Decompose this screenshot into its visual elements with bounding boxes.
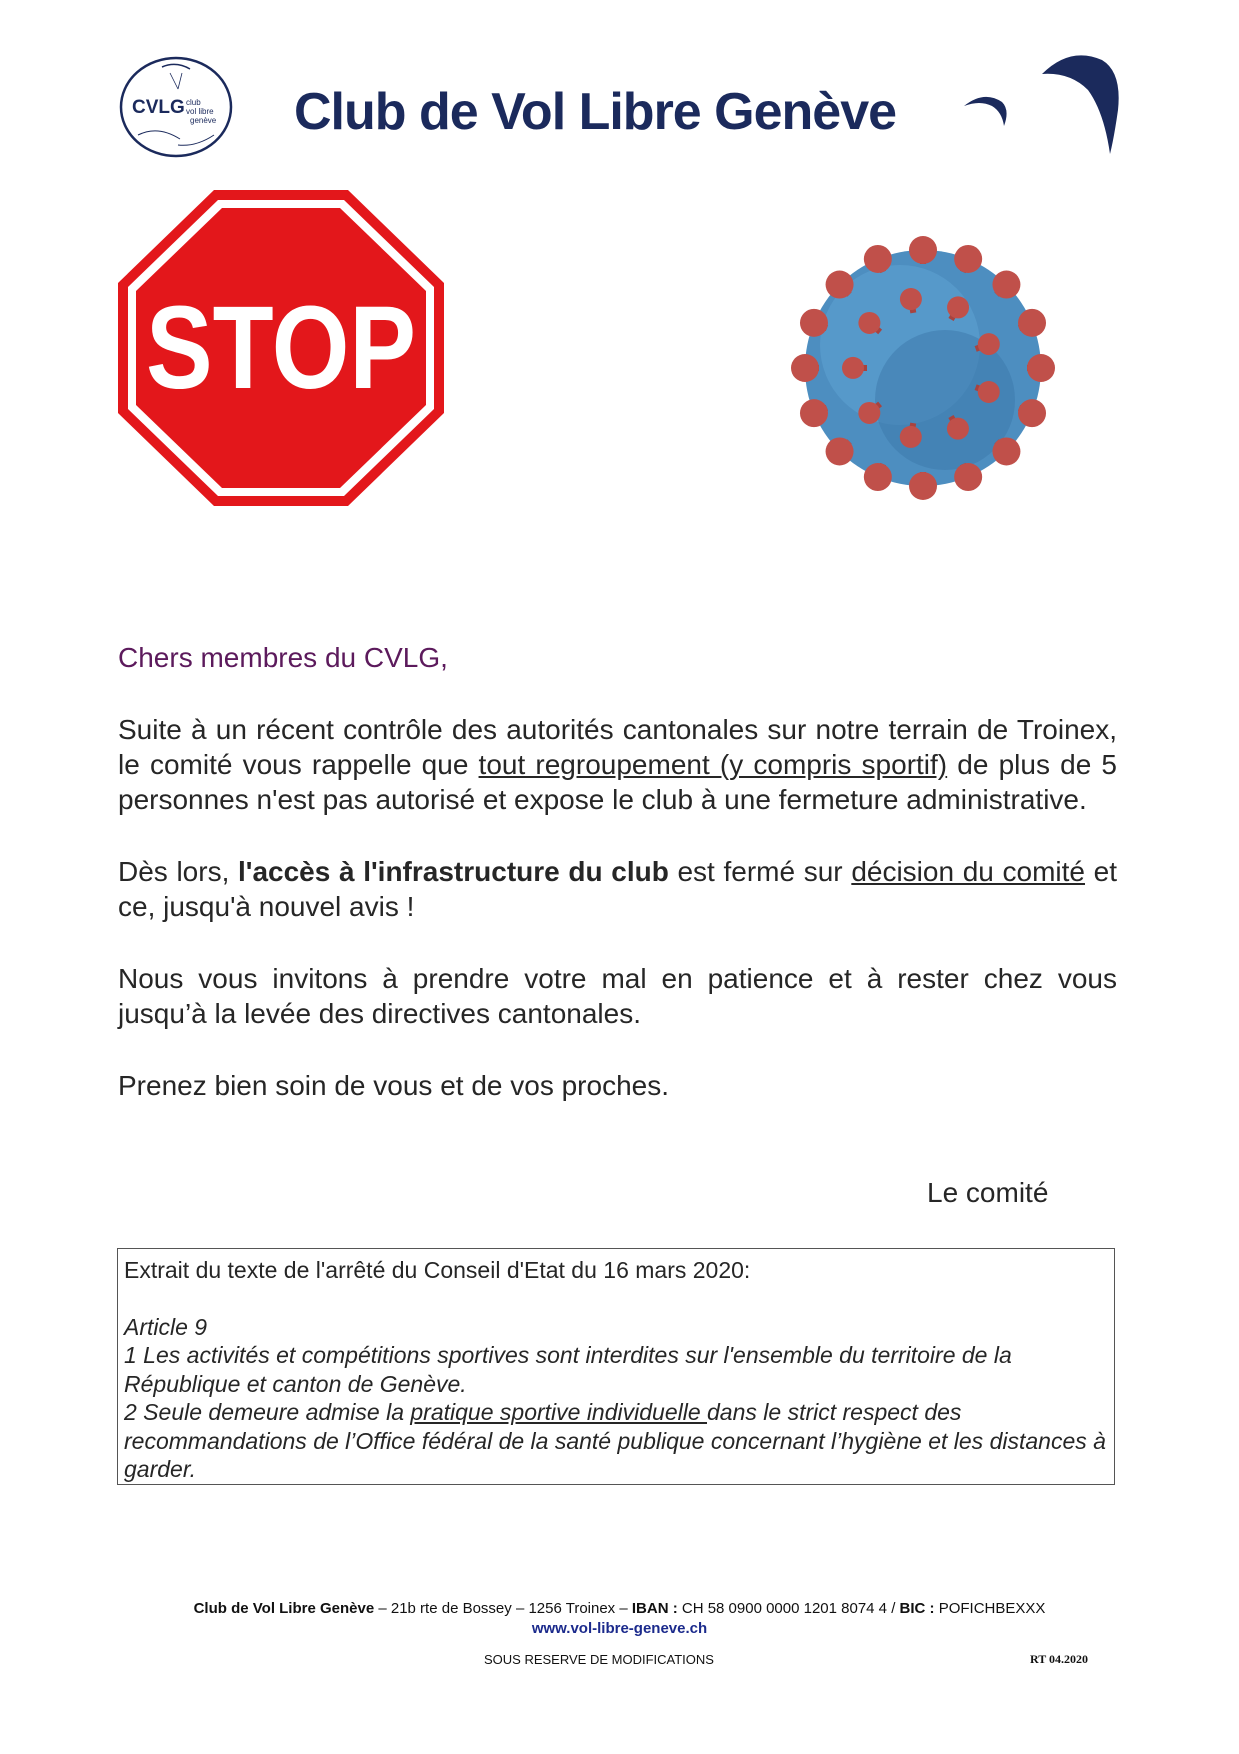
extract-item-2 <box>124 1398 1108 1484</box>
footer-website-link[interactable]: www.vol-libre-geneve.ch <box>531 1620 708 1637</box>
paragraph-3: Nous vous invitons à prendre votre mal en patience et à rester chez vous jusqu’à la levée des directives cantonales. <box>118 963 1117 1029</box>
virus-spike-head <box>992 437 1020 465</box>
virus-spike-head <box>992 271 1020 299</box>
extract-item-1: 1 Les activités et compétitions sportives sont interdites sur l'ensemble du territoire de la République et canton de Genève. <box>124 1342 1012 1397</box>
logo-text: CVLG <box>132 97 185 118</box>
virus-spike-head <box>826 271 854 299</box>
virus-spike-head <box>978 381 1000 403</box>
stop-sign-icon <box>118 190 444 506</box>
virus-spike-head <box>864 463 892 491</box>
p2-text-a: Dès lors, <box>118 856 239 887</box>
logo-subtext-2: vol libre <box>186 107 214 116</box>
virus-spike-head <box>800 309 828 337</box>
page-title: Club de Vol Libre Genève <box>294 83 897 141</box>
virus-spike-head <box>791 354 819 382</box>
virus-spike-head <box>800 399 828 427</box>
club-logo <box>118 55 234 159</box>
virus-spike-head <box>1018 309 1046 337</box>
footer-iban-label: IBAN : <box>631 1600 678 1617</box>
virus-spike-head <box>864 245 892 273</box>
virus-spike-head <box>900 288 922 310</box>
footer-iban-value: CH 58 0900 0000 1201 8074 4 / <box>677 1600 900 1617</box>
stop-sign-text: STOP <box>146 282 416 414</box>
p1-text-a: Suite à un récent contrôle des autorités cantonales sur notre terrain de Troinex, le comité vous rappelle que <box>118 714 1117 780</box>
item2-text-b: dans le strict respect des recommandations de l’Office fédéral de la santé publique concernant l’hygiène et les distances à garder. <box>124 1399 1106 1482</box>
p2-underlined: décision du comité <box>851 856 1085 887</box>
virus-spike-head <box>947 418 969 440</box>
virus-spike-head <box>900 426 922 448</box>
p2-text-c: et ce, jusqu'à nouvel avis ! <box>118 856 1118 922</box>
extract-article: Article 9 <box>124 1313 208 1340</box>
p2-bold: l'accès à l'infrastructure du club <box>238 856 669 887</box>
p1-text-b: de plus de 5 personnes n'est pas autorisé et expose le club à une fermeture administrative. <box>118 749 1118 815</box>
p2-text-b: est fermé sur <box>668 856 852 887</box>
footer-club-name: Club de Vol Libre Genève <box>193 1600 375 1617</box>
paragraph-4: Prenez bien soin de vous et de vos proches. <box>118 1070 670 1101</box>
paragraph-2 <box>118 854 1117 924</box>
footer-address-text: – 21b rte de Bossey – 1256 Troinex – <box>374 1600 632 1617</box>
footer-ref: RT 04.2020 <box>1030 1652 1089 1666</box>
virus-spike-head <box>826 437 854 465</box>
item2-underlined: pratique sportive individuelle <box>410 1399 708 1425</box>
virus-spike-head <box>978 333 1000 355</box>
footer-bic-value: POFICHBEXXX <box>934 1600 1046 1617</box>
virus-spike-head <box>947 296 969 318</box>
virus-icon <box>770 215 1076 521</box>
virus-spike-head <box>842 357 864 379</box>
virus-spike-head <box>1018 399 1046 427</box>
footer-note: SOUS RESERVE DE MODIFICATIONS <box>484 1652 714 1667</box>
paraglider-large-icon <box>1040 52 1122 156</box>
logo-subtext-1: club <box>186 98 201 107</box>
footer-bic-label: BIC : <box>899 1600 935 1617</box>
virus-spike-head <box>954 463 982 491</box>
logo-subtext-3: genève <box>190 116 217 125</box>
virus-spike-head <box>954 245 982 273</box>
footer-address <box>0 1600 1239 1617</box>
virus-spike-head <box>858 312 880 334</box>
item2-text-a: 2 Seule demeure admise la <box>124 1399 411 1425</box>
greeting: Chers membres du CVLG, <box>118 642 448 673</box>
paraglider-small-icon <box>962 92 1012 130</box>
virus-spike-head <box>1027 354 1055 382</box>
paragraph-1 <box>118 712 1117 817</box>
virus-spike-head <box>858 402 880 424</box>
legal-extract-box <box>117 1248 1115 1485</box>
letter-body <box>118 640 1117 1103</box>
signature: Le comité <box>927 1177 1049 1208</box>
virus-spike-head <box>909 236 937 264</box>
extract-intro: Extrait du texte de l'arrêté du Conseil d'Etat du 16 mars 2020: <box>124 1257 751 1283</box>
virus-spike-head <box>909 472 937 500</box>
p1-underlined: tout regroupement (y compris sportif) <box>478 749 948 780</box>
